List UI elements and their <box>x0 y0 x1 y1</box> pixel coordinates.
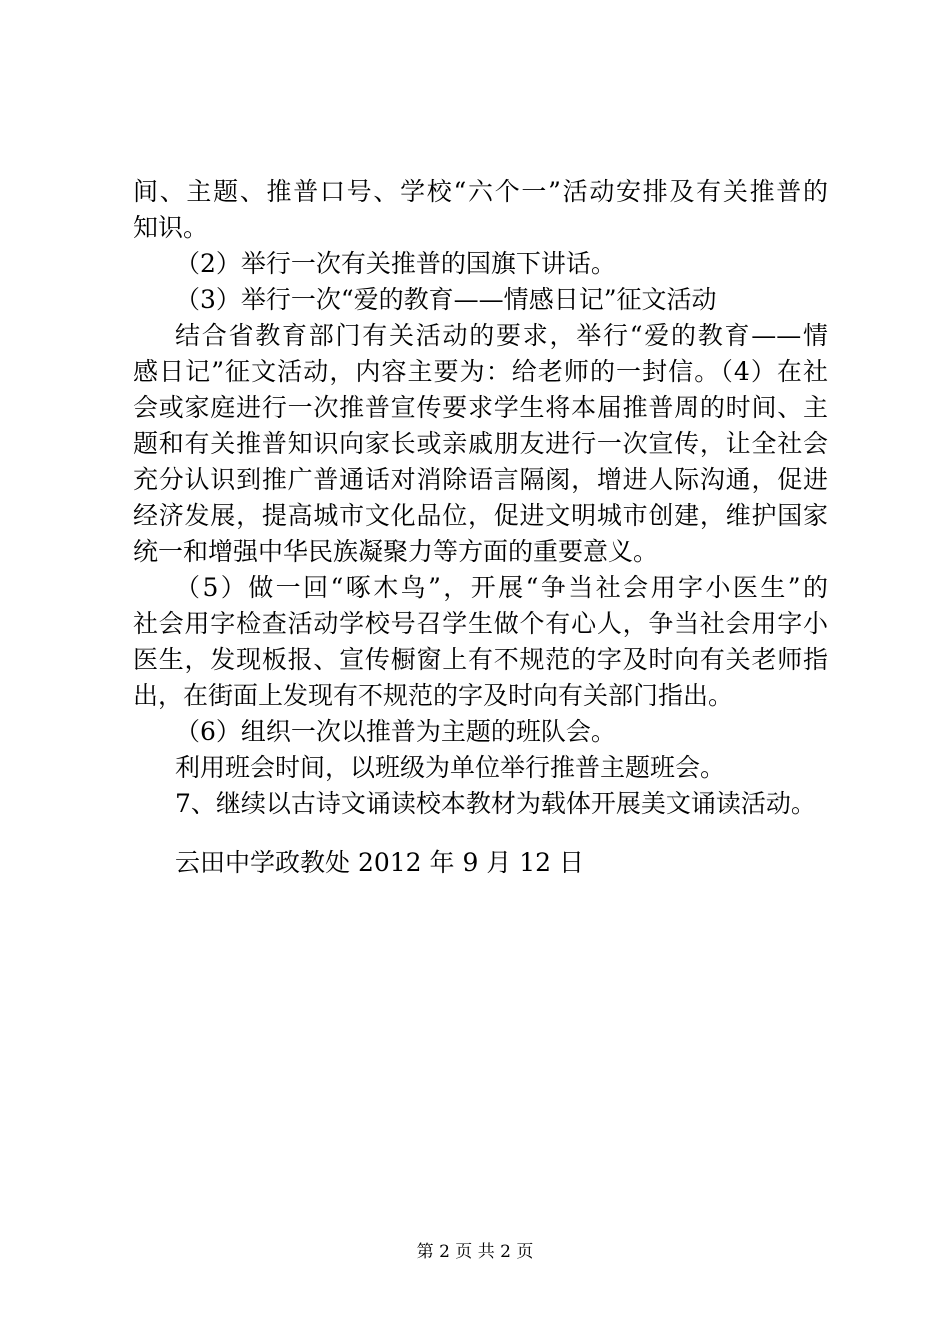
text-line: 知识。 <box>133 213 209 242</box>
text-line: 利用班会时间，以班级为单位举行推普主题班会。 <box>175 753 726 782</box>
text-line: 题和有关推普知识向家长或亲戚朋友进行一次宣传，让全社会 <box>133 429 828 458</box>
text-line: （3）举行一次“爱的教育——情感日记”征文活动 <box>175 285 717 314</box>
text-line: 社会用字检查活动学校号召学生做个有心人，争当社会用字小 <box>133 609 828 638</box>
text-line: 统一和增强中华民族凝聚力等方面的重要意义。 <box>133 537 659 566</box>
text-line: 充分认识到推广普通话对消除语言隔阂，增进人际沟通，促进 <box>133 465 828 494</box>
text-line: 经济发展，提高城市文化品位，促进文明城市创建，维护国家 <box>133 501 828 530</box>
page-footer: 第 2 页 共 2 页 <box>416 1242 534 1262</box>
text-line: 间、主题、推普口号、学校“六个一”活动安排及有关推普的 <box>133 177 828 206</box>
text-line: 出，在街面上发现有不规范的字及时向有关部门指出。 <box>133 681 734 710</box>
text-line: （6）组织一次以推普为主题的班队会。 <box>175 717 616 746</box>
signature-line: 云田中学政教处 2012 年 9 月 12 日 <box>175 848 585 877</box>
text-line: （5）做一回“啄木鸟”，开展“争当社会用字小医生”的 <box>175 573 828 602</box>
text-line: 会或家庭进行一次推普宣传要求学生将本届推普周的时间、主 <box>133 393 828 422</box>
text-line: （2）举行一次有关推普的国旗下讲话。 <box>175 249 616 278</box>
text-line: 结合省教育部门有关活动的要求，举行“爱的教育——情 <box>175 321 828 350</box>
text-line: 感日记”征文活动，内容主要为：给老师的一封信。（4）在社 <box>133 357 828 386</box>
text-line: 7、继续以古诗文诵读校本教材为载体开展美文诵读活动。 <box>175 789 816 818</box>
text-line: 医生，发现板报、宣传橱窗上有不规范的字及时向有关老师指 <box>133 645 828 674</box>
